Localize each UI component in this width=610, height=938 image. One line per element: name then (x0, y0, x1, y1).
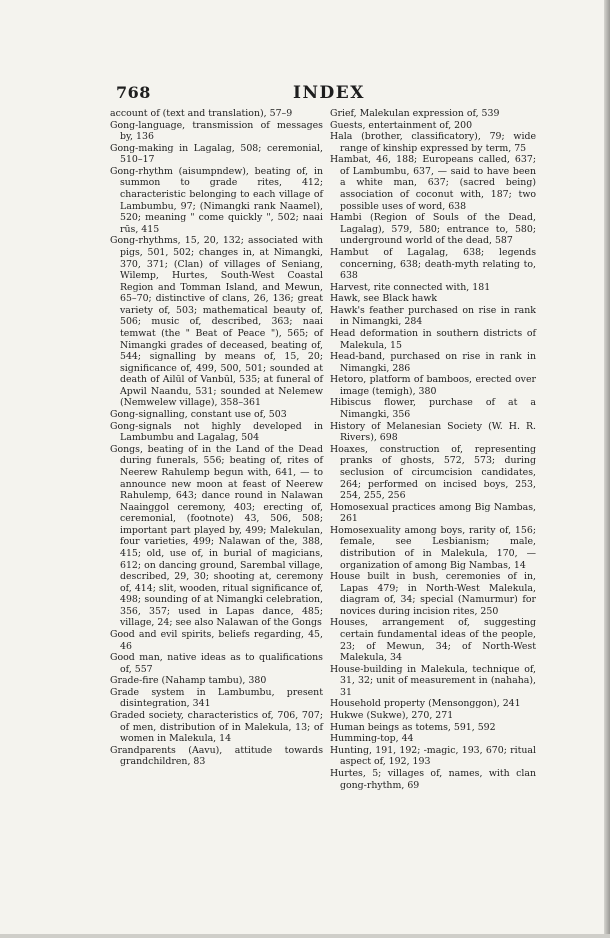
index-column-right (330, 108, 536, 791)
index-entry: House built in bush, ceremonies of in, Lapas 479; in North-West Malekula, diagram of, 34; special (Namurmur) for novices during incision rites, 250 (330, 571, 536, 617)
index-entry: Gong-signalling, constant use of, 503 (110, 409, 287, 421)
index-entry: Grief, Malekulan expression of, 539 (330, 108, 500, 119)
index-entry: Hambi (Region of Souls of the Dead, Lagalag), 579, 580; entrance to, 580; underground world of the dead, 587 (330, 212, 536, 247)
index-entry: Gongs, beating of in the Land of the Dead during funerals, 556; beating of, rites of Neerew Rahulemp begun with, 641, — to announce new moon at feast of Neerew Rahulemp, 643; dance round in Nalawan Naainggol ceremony, 403; erecting of, ceremonial, (footnote) 43, 506, 508; important part played by, 499; Malekulan, four varieties, 499; Nalawan of the, 388, 415; old, use of, in burial of magicians, 612; on dancing ground, Sarembal village, described, 29, 30; shooting at, ceremony of, 414; slit, wooden, ritual significance of, 498; sounding of at Nimangki celebration, 356, 357; used in Lapas dance, 485; village, 24; see also Nalawan of the Gongs (110, 443, 323, 629)
index-entry: Hukwe (Sukwe), 270, 271 (330, 710, 454, 722)
index-entry: Good and evil spirits, beliefs regarding, 45, 46 (110, 629, 323, 652)
index-entry: Hambat, 46, 188; Europeans called, 637; of Lambumbu, 637, — said to have been a white man, 637; (sacred being) association of coconut with, 187; two possible uses of word, 638 (330, 154, 536, 212)
index-entry: Head deformation in southern districts of Malekula, 15 (330, 327, 536, 351)
index-entry: Graded society, characteristics of, 706, 707; of men, distribution of in Malekula, 13; of women in Malekula, 14 (110, 710, 323, 745)
index-entry: Hala (brother, classificatory), 79; wide range of kinship expressed by term, 75 (330, 131, 536, 154)
index-entry: Homosexual practices among Big Nambas, 261 (330, 501, 536, 525)
index-entry: Hambut of Lagalag, 638; legends concerning, 638; death-myth relating to, 638 (330, 246, 536, 282)
index-entry: Gong-rhythm (aisumpndew), beating of, in summon to grade rites, 412; characteristic belonging to each village of Lambumbu, 97; (Nimangki rank Naamel), 520; meaning " come quickly ", 502; naai rūs, 415 (110, 165, 323, 235)
index-entry: Hetoro, platform of bamboos, erected over image (temigh), 380 (330, 374, 536, 397)
index-entry: Hawk, see Black hawk (330, 293, 438, 305)
index-entry: Good man, native ideas as to qualifications of, 557 (110, 652, 323, 675)
index-entry: Household property (Mensonggon), 241 (330, 698, 521, 710)
page-edge-shadow (604, 0, 610, 938)
index-entry: Harvest, rite connected with, 181 (330, 281, 491, 293)
index-entry: Hibiscus flower, purchase of at a Nimangki, 356 (330, 397, 536, 421)
index-entry: Hurtes, 5; villages of, names, with clan gong-rhythm, 69 (330, 767, 536, 791)
index-column-left (110, 108, 323, 768)
index-entry: Grade system in Lambumbu, present disintegration, 341 (110, 686, 323, 710)
page-number: 768 (116, 83, 151, 102)
index-entry: Grandparents (Aavu), attitude towards grandchildren, 83 (110, 744, 323, 768)
index-entry: Hawk's feather purchased on rise in rank in Nimangki, 284 (330, 304, 536, 328)
index-entry: Gong-making in Lagalag, 508; ceremonial, 510–17 (110, 142, 323, 166)
index-entry: Gong-signals not highly developed in Lambumbu and Lagalag, 504 (110, 420, 323, 444)
index-entry: Hoaxes, construction of, representing pranks of ghosts, 572, 573; during seclusion of circumcision candidates, 264; performed on incised boys, 253, 254, 255, 256 (330, 443, 536, 502)
index-entry: Gong-language, transmission of messages by, 136 (110, 119, 323, 143)
index-entry: Head-band, purchased on rise in rank in Nimangki, 286 (330, 351, 536, 374)
index-entry: Human beings as totems, 591, 592 (330, 721, 496, 733)
index-entry: Hunting, 191, 192; -magic, 193, 670; ritual aspect of, 192, 193 (330, 744, 536, 768)
index-entry: Gong-rhythms, 15, 20, 132; associated with pigs, 501, 502; changes in, at Nimangki, 370, 371; (Clan) of villages of Seniang, Wilemp, Hurtes, South-West Coastal Region and Tomman Island, and Mewun, 65–70; distinctive of clans, 26, 136; great variety of, 503; mathematical beauty of, 506; music of, described, 363; naai temwat (the " Beat of Peace "), 565; of Nimangki grades of deceased, beating of, 544; signalling by means of, 15, 20; significance of, 499, 500, 501; sounded at death of Ailūl of Vanbūl, 535; at funeral of Apwil Naandu, 531; sounded at Nelemew (Nemwelew village), 358–361 (110, 235, 323, 409)
index-entry: House-building in Malekula, technique of, 31, 32; unit of measurement in (nahaha), 31 (330, 663, 536, 698)
index-entry: Houses, arrangement of, suggesting certain fundamental ideas of the people, 23; of Mewun, 34; of North-West Malekula, 34 (330, 617, 536, 664)
index-entry: Homosexuality among boys, rarity of, 156; female, see Lesbianism; male, distribution of in Malekula, 170, — organization of among Big Nambas, 14 (330, 524, 536, 571)
index-entry: Grade-fire (Nahamp tambu), 380 (110, 675, 267, 687)
index-entry: Humming-top, 44 (330, 733, 414, 745)
index-entry: account of (text and translation), 57–9 (110, 108, 293, 119)
index-entry: History of Melanesian Society (W. H. R. Rivers), 698 (330, 420, 536, 444)
index-entry: Guests, entertainment of, 200 (330, 119, 473, 131)
page-bottom-edge (0, 934, 610, 938)
page-title: INDEX (293, 83, 365, 103)
